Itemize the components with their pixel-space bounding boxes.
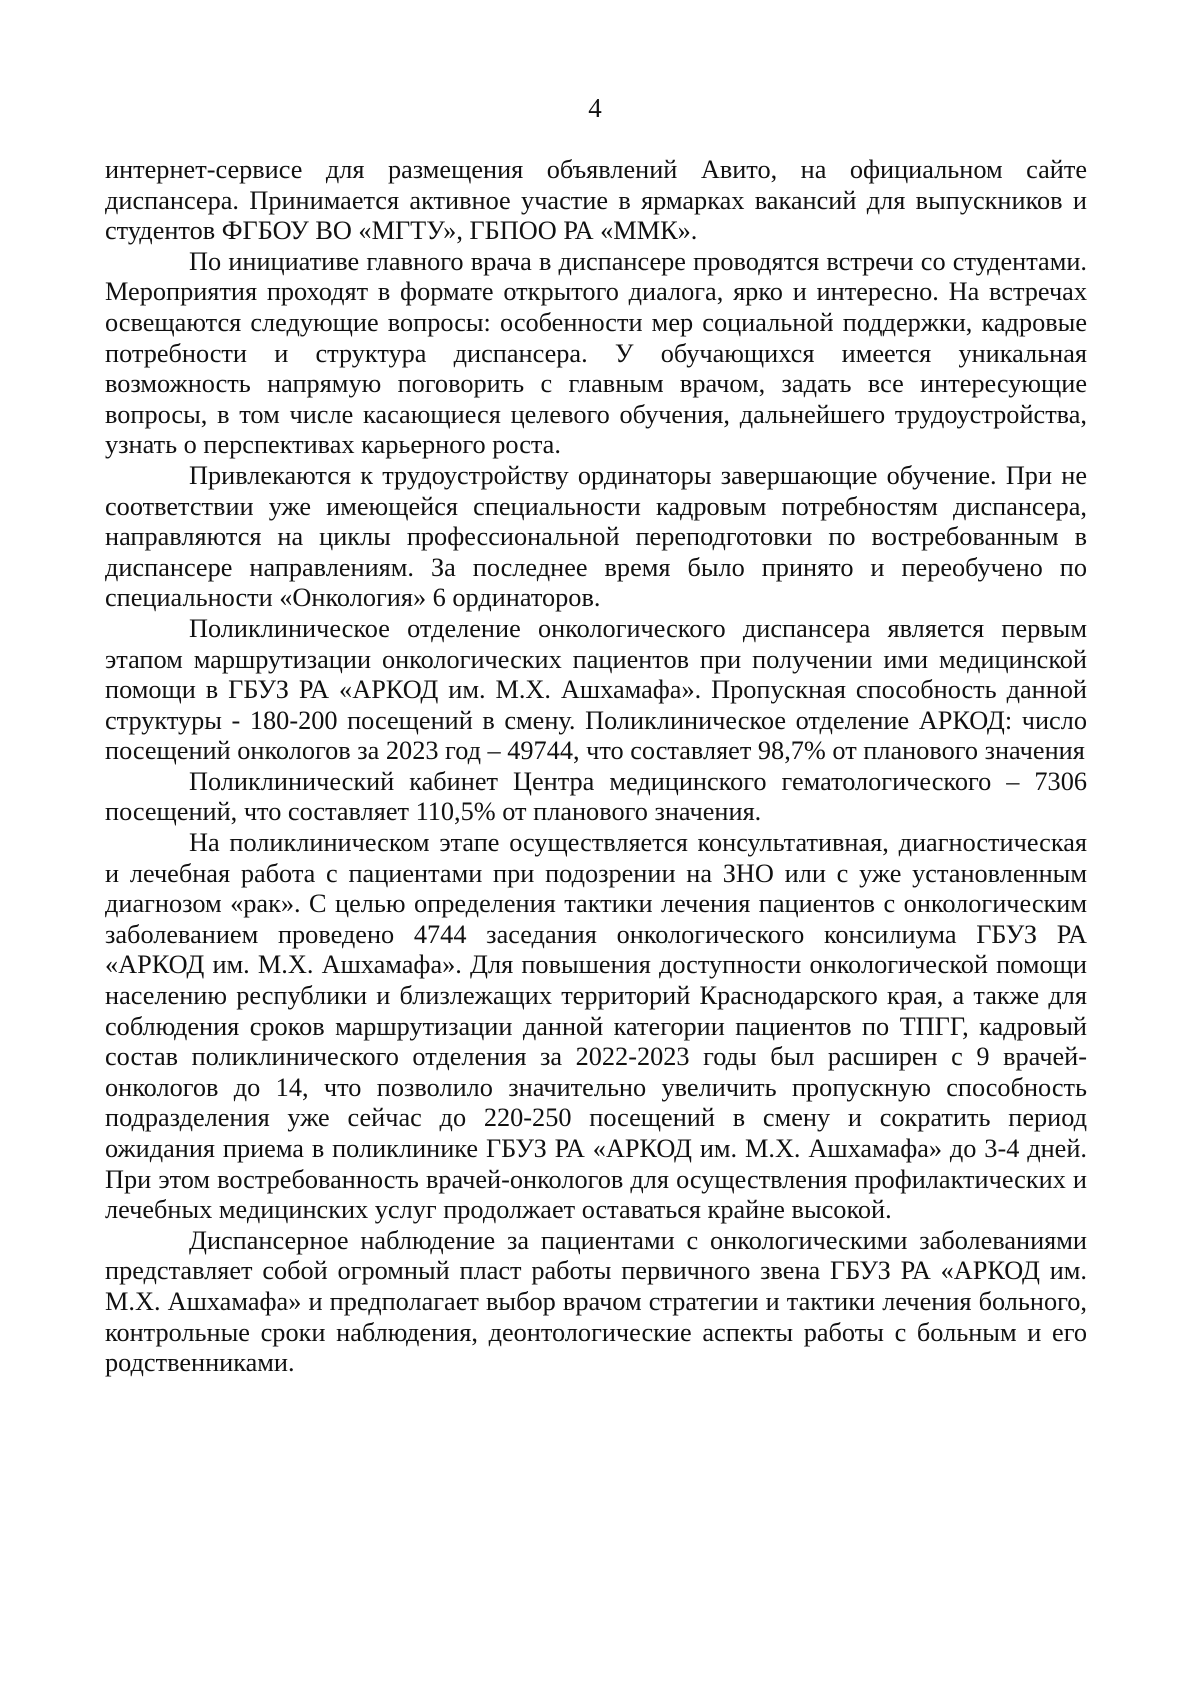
paragraph-residents-employment: Привлекаются к трудоустройству ординаторы завершающие обучение. При не соответствии уже имеющейся специальности кадровым потребностям диспансера, направляются на циклы профессиональной переподготовки по востребованным в диспансере направлениям. За последнее время было принято и переобучено по специальности «Онкология» 6 ординаторов. (105, 460, 1087, 613)
page-number: 4 (588, 93, 602, 123)
paragraph-recruitment-channels: интернет-сервисе для размещения объявлений Авито, на официальном сайте диспансера. Принимается активное участие в ярмарках вакансий для выпускников и студентов ФГБОУ ВО «МГТУ», ГБПОО РА «ММК». (105, 155, 1087, 246)
document-body (105, 155, 1087, 1379)
paragraph-polyclinic-department: Поликлиническое отделение онкологического диспансера является первым этапом маршрутизации онкологических пациентов при получении ими медицинской помощи в ГБУЗ РА «АРКОД им. М.Х. Ашхамафа». Пропускная способность данной структуры - 180-200 посещений в смену. Поликлиническое отделение АРКОД: число посещений онкологов за 2023 год – 49744, что составляет 98,7% от планового значения (105, 613, 1087, 766)
paragraph-dispensary-observation: Диспансерное наблюдение за пациентами с онкологическими заболеваниями представляет собой огромный пласт работы первичного звена ГБУЗ РА «АРКОД им. М.Х. Ашхамафа» и предполагает выбор врачом стратегии и тактики лечения больного, контрольные сроки наблюдения, деонтологические аспекты работы с больным и его родственниками. (105, 1225, 1087, 1378)
paragraph-student-meetings: По инициативе главного врача в диспансере проводятся встречи со студентами. Мероприятия проходят в формате открытого диалога, ярко и интересно. На встречах освещаются следующие вопросы: особенности мер социальной поддержки, кадровые потребности и структура диспансера. У обучающихся имеется уникальная возможность напрямую поговорить с главным врачом, задать все интересующие вопросы, в том числе касающиеся целевого обучения, дальнейшего трудоустройства, узнать о перспективах карьерного роста. (105, 246, 1087, 460)
paragraph-hematology-cabinet: Поликлинический кабинет Центра медицинского гематологического – 7306 посещений, что составляет 110,5% от планового значения. (105, 766, 1087, 827)
paragraph-polyclinic-stage: На поликлиническом этапе осуществляется консультативная, диагностическая и лечебная работа с пациентами при подозрении на ЗНО или с уже установленным диагнозом «рак». С целью определения тактики лечения пациентов с онкологическим заболеванием проведено 4744 заседания онкологического консилиума ГБУЗ РА «АРКОД им. М.Х. Ашхамафа». Для повышения доступности онкологической помощи населению республики и близлежащих территорий Краснодарского края, а также для соблюдения сроков маршрутизации данной категории пациентов по ТПГГ, кадровый состав поликлинического отделения за 2022-2023 годы был расширен с 9 врачей-онкологов до 14, что позволило значительно увеличить пропускную способность подразделения уже сейчас до 220-250 посещений в смену и сократить период ожидания приема в поликлинике ГБУЗ РА «АРКОД им. М.Х. Ашхамафа» до 3-4 дней. При этом востребованность врачей-онкологов для осуществления профилактических и лечебных медицинских услуг продолжает оставаться крайне высокой. (105, 828, 1087, 1225)
